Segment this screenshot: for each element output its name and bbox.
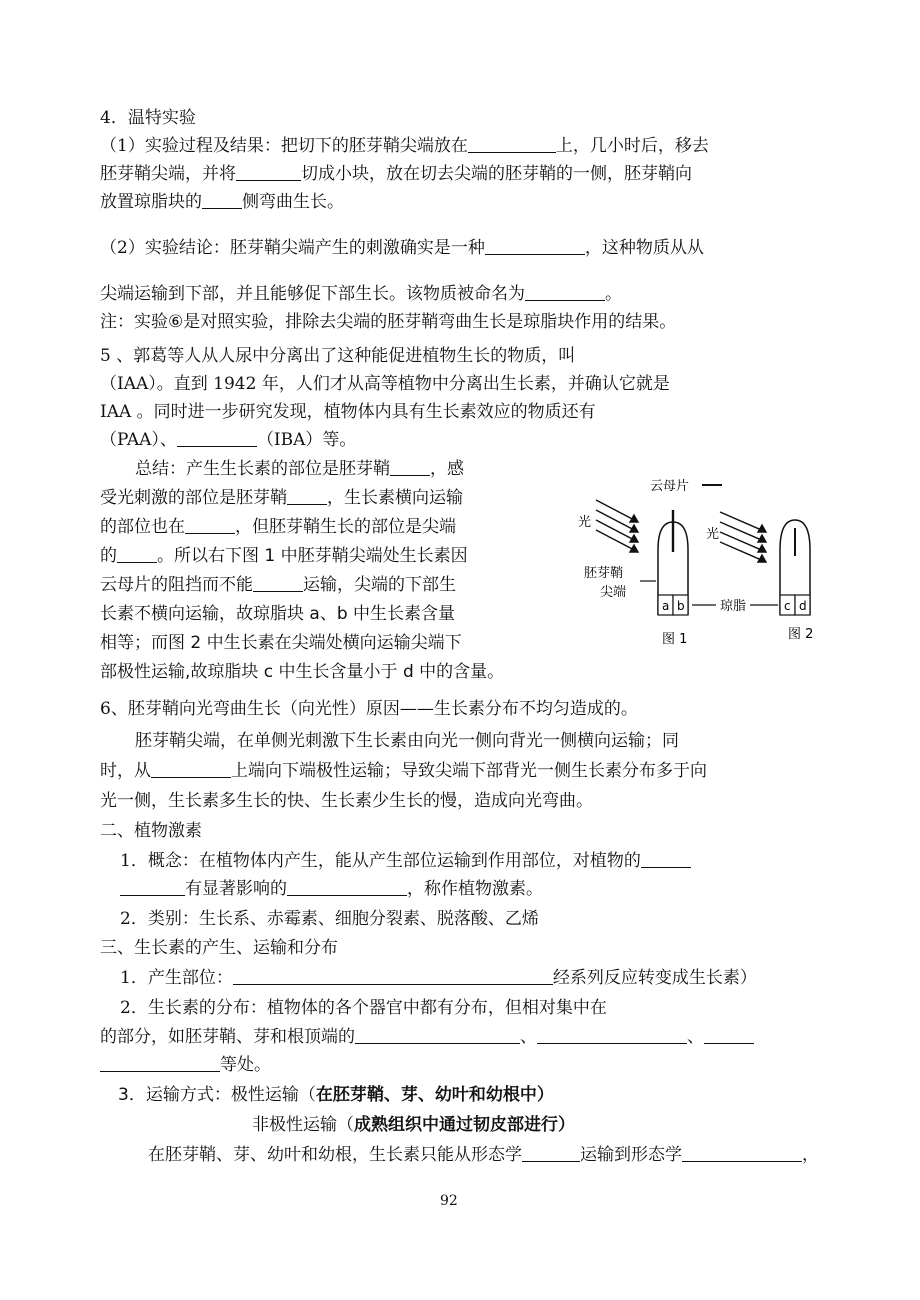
blank[interactable] — [202, 192, 242, 209]
agar-label: 琼脂 — [720, 599, 747, 614]
sec6-line2: 时，从 上端向下端极性运输；导致尖端下部背光一侧生长素分布多于向 — [100, 761, 707, 781]
blank[interactable] — [468, 136, 556, 153]
block-b-label: b — [677, 599, 685, 613]
light-label-2: 光 — [706, 527, 720, 542]
blank[interactable] — [117, 546, 157, 563]
sec4-p1-line3: 放置琼脂块的 侧弯曲生长。 — [100, 192, 344, 212]
summary-line5: 云母片的阻挡而不能 运输，尖端的下部生 — [100, 575, 456, 595]
blank[interactable] — [390, 459, 430, 476]
part3-distribution-line3: 等处。 — [100, 1054, 271, 1076]
sec4-p1-line1: （1）实验过程及结果：把切下的胚芽鞘尖端放在 上，几小时后，移去 — [100, 136, 709, 156]
mica-label: 云母片 — [650, 479, 690, 494]
part2-title: 二、植物激素 — [100, 821, 202, 841]
sec4-p2-line2: 尖端运输到下部，并且能够促下部生长。该物质被命名为 。 — [100, 284, 622, 304]
sec4-p1-line2: 胚芽鞘尖端，并将 切成小块，放在切去尖端的胚芽鞘的一侧，胚芽鞘向 — [100, 164, 692, 184]
summary-line3: 的部位也在 ，但胚芽鞘生长的部位是尖端 — [100, 517, 456, 537]
blank[interactable] — [355, 1027, 520, 1044]
blank[interactable] — [682, 1145, 802, 1162]
summary-line1: 总结：产生生长素的部位是胚芽鞘 ，感 — [135, 459, 464, 479]
section4-title: 4．温特实验 — [100, 108, 196, 128]
part3-transport-line1: 3．运输方式：极性运输（在胚芽鞘、芽、幼叶和幼根中） — [118, 1085, 554, 1105]
part3-transport-line2: 非极性运输（成熟组织中通过韧皮部进行） — [252, 1115, 575, 1135]
blank[interactable] — [704, 1027, 754, 1044]
figure-2-caption: 图 2 — [788, 627, 814, 642]
summary-line7: 相等；而图 2 中生长素在尖端处横向运输尖端下 — [100, 633, 462, 653]
coleoptile-figure — [570, 470, 820, 655]
blank[interactable] — [287, 879, 407, 896]
sec6-title: 6、胚芽鞘向光弯曲生长（向光性）原因——生长素分布不均匀造成的。 — [100, 699, 638, 719]
summary-line4: 的 。所以右下图 1 中胚芽鞘尖端处生长素因 — [100, 546, 468, 566]
coleoptile-label-line2: 尖端 — [600, 585, 627, 600]
blank[interactable] — [151, 761, 231, 778]
sec4-p2-line1: （2）实验结论：胚芽鞘尖端产生的刺激确实是一种 ，这种物质从从 — [100, 238, 704, 258]
blank[interactable] — [287, 488, 327, 505]
sec5-line1: 5 、郭葛等人从人尿中分离出了这种能促进植物生长的物质，叫 — [100, 346, 576, 366]
part2-concept-line2: 有显著影响的 ，称作植物激素。 — [120, 878, 543, 900]
page-number: 92 — [440, 1193, 458, 1209]
blank[interactable] — [233, 968, 553, 985]
blank[interactable] — [537, 1027, 687, 1044]
sec6-line1: 胚芽鞘尖端，在单侧光刺激下生长素由向光一侧向背光一侧横向运输；同 — [135, 731, 679, 751]
block-d-label: d — [799, 599, 807, 613]
light-label-1: 光 — [578, 515, 592, 530]
block-a-label: a — [662, 599, 670, 613]
blank[interactable] — [236, 164, 301, 181]
part2-types: 2．类别：生长系、赤霉素、细胞分裂素、脱落酸、乙烯 — [120, 909, 539, 929]
sec5-line2: （IAA）。直到 1942 年，人们才从高等植物中分离出生长素，并确认它就是 — [100, 374, 670, 394]
summary-line6: 长素不横向运输，故琼脂块 a、b 中生长素含量 — [100, 604, 456, 624]
summary-line8: 部极性运输,故琼脂块 c 中生长含量小于 d 中的含量。 — [100, 662, 505, 682]
part3-distribution-line2: 的部分，如胚芽鞘、芽和根顶端的 、 、 — [100, 1026, 754, 1048]
part2-concept-line1: 1．概念：在植物体内产生，能从产生部位运输到作用部位，对植物的 — [120, 850, 691, 872]
summary-line2: 受光刺激的部位是胚芽鞘 ，生长素横向运输 — [100, 488, 463, 508]
block-c-label: c — [784, 599, 791, 613]
part3-transport-line3: 在胚芽鞘、芽、幼叶和幼根，生长素只能从形态学 运输到形态学 ， — [148, 1145, 819, 1165]
sec6-line3: 光一侧，生长素多生长的快、生长素少生长的慢，造成向光弯曲。 — [100, 791, 593, 811]
blank[interactable] — [100, 1055, 220, 1072]
part3-distribution-line1: 2．生长素的分布：植物体的各个器官中都有分布，但相对集中在 — [120, 998, 607, 1018]
light-arrows-2 — [720, 512, 766, 562]
part3-production: 1．产生部位： 经系列反应转变成生长素） — [120, 968, 757, 988]
blank[interactable] — [522, 1145, 580, 1162]
blank[interactable] — [525, 284, 605, 301]
blank[interactable] — [641, 851, 691, 868]
blank[interactable] — [253, 575, 303, 592]
blank[interactable] — [485, 238, 585, 255]
light-arrows-1 — [596, 500, 638, 552]
part3-title: 三、生长素的产生、运输和分布 — [100, 938, 338, 958]
sec5-line3: IAA 。同时进一步研究发现，植物体内具有生长素效应的物质还有 — [100, 402, 596, 422]
sec5-line4: （PAA）、 （IBA）等。 — [100, 430, 357, 450]
sec4-note: 注：实验⑥是对照实验，排除去尖端的胚芽鞘弯曲生长是琼脂块作用的结果。 — [100, 312, 677, 332]
blank[interactable] — [185, 517, 235, 534]
figure-1-caption: 图 1 — [662, 632, 688, 647]
coleoptile-label-line1: 胚芽鞘 — [584, 566, 624, 581]
blank[interactable] — [120, 879, 185, 896]
blank[interactable] — [177, 430, 257, 447]
